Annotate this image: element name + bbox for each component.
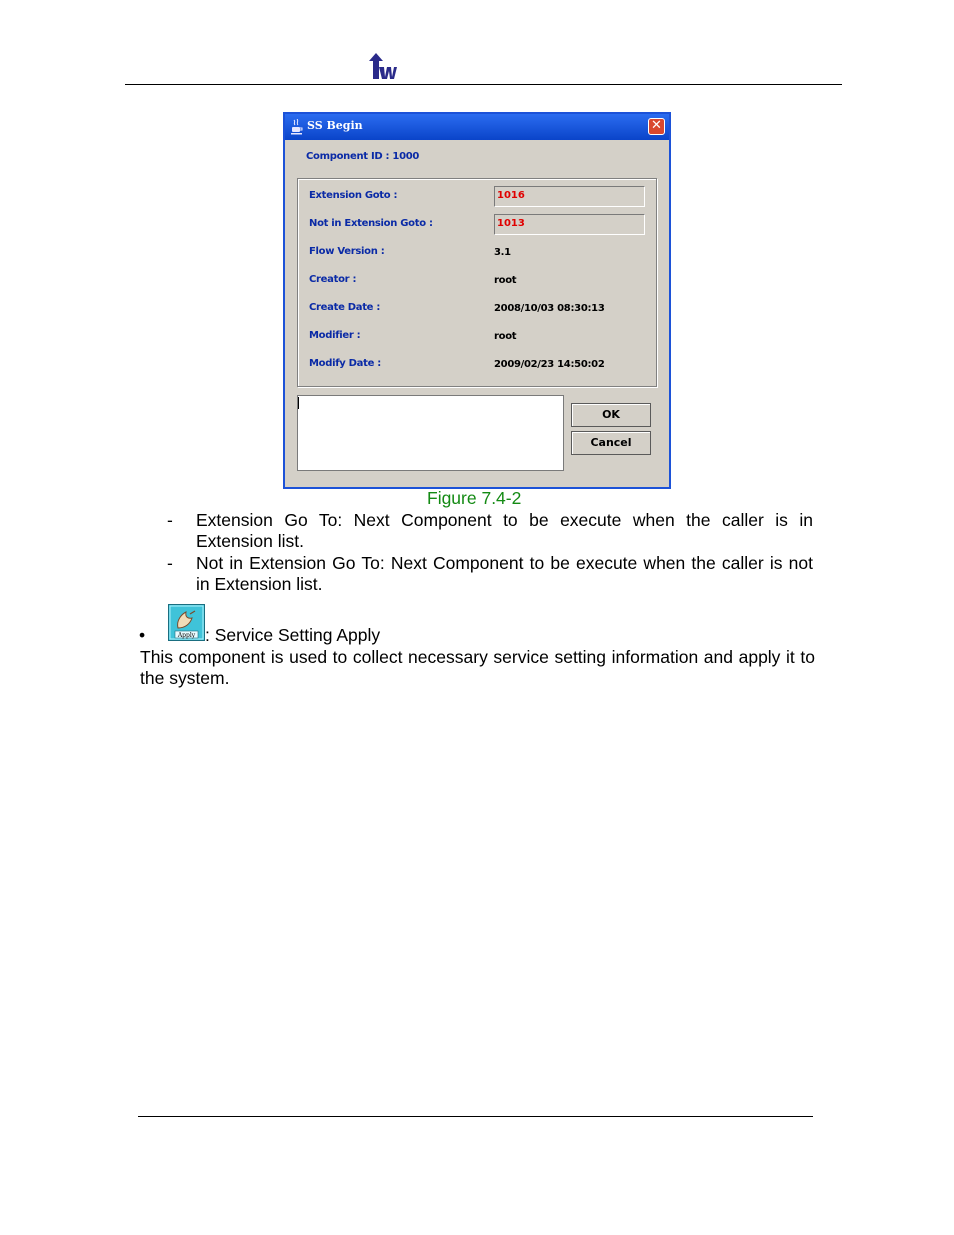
creator-value: root [494, 275, 517, 286]
flow-version-value: 3.1 [494, 247, 511, 258]
create-date-value: 2008/10/03 08:30:13 [494, 303, 605, 314]
ok-button[interactable]: OK [571, 403, 651, 427]
component-id-label: Component ID : 1000 [306, 151, 420, 162]
apply-icon [168, 604, 205, 641]
extension-goto-field[interactable]: 1016 [494, 186, 645, 207]
header-rule [125, 84, 842, 85]
bullet-not-in-extension-goto: Not in Extension Go To: Next Component to be execute when the caller is not in Extension list. [196, 553, 813, 594]
flow-version-label: Flow Version : [309, 246, 385, 257]
bullet-dot: • [139, 625, 146, 645]
cancel-button[interactable]: Cancel [571, 431, 651, 455]
java-cup-icon [290, 119, 304, 135]
close-icon[interactable]: ✕ [648, 118, 665, 135]
notes-textarea[interactable] [297, 395, 564, 471]
modify-date-value: 2009/02/23 14:50:02 [494, 359, 605, 370]
ss-begin-dialog [283, 112, 671, 489]
dialog-title: SS Begin [307, 119, 363, 132]
modify-date-label: Modify Date : [309, 358, 381, 369]
figure-caption: Figure 7.4-2 [427, 488, 522, 508]
modifier-label: Modifier : [309, 330, 361, 341]
dash-marker: - [167, 510, 173, 530]
not-in-extension-goto-field[interactable]: 1013 [494, 214, 645, 235]
create-date-label: Create Date : [309, 302, 381, 313]
dialog-titlebar[interactable] [285, 114, 669, 140]
modifier-value: root [494, 331, 517, 342]
apply-icon-text: Apply [177, 632, 196, 639]
text-caret [298, 397, 299, 409]
extension-goto-label: Extension Goto : [309, 190, 398, 201]
service-setting-apply-label: : Service Setting Apply [205, 625, 381, 645]
properties-panel [297, 178, 657, 387]
apply-description: This component is used to collect necessary service setting information and apply it to the system. [140, 647, 815, 688]
creator-label: Creator : [309, 274, 357, 285]
not-in-extension-goto-label: Not in Extension Goto : [309, 218, 433, 229]
dash-marker: - [167, 553, 173, 573]
bullet-extension-goto: Extension Go To: Next Component to be execute when the caller is in Extension list. [196, 510, 813, 551]
footer-rule [138, 1116, 813, 1117]
company-logo [366, 53, 398, 81]
